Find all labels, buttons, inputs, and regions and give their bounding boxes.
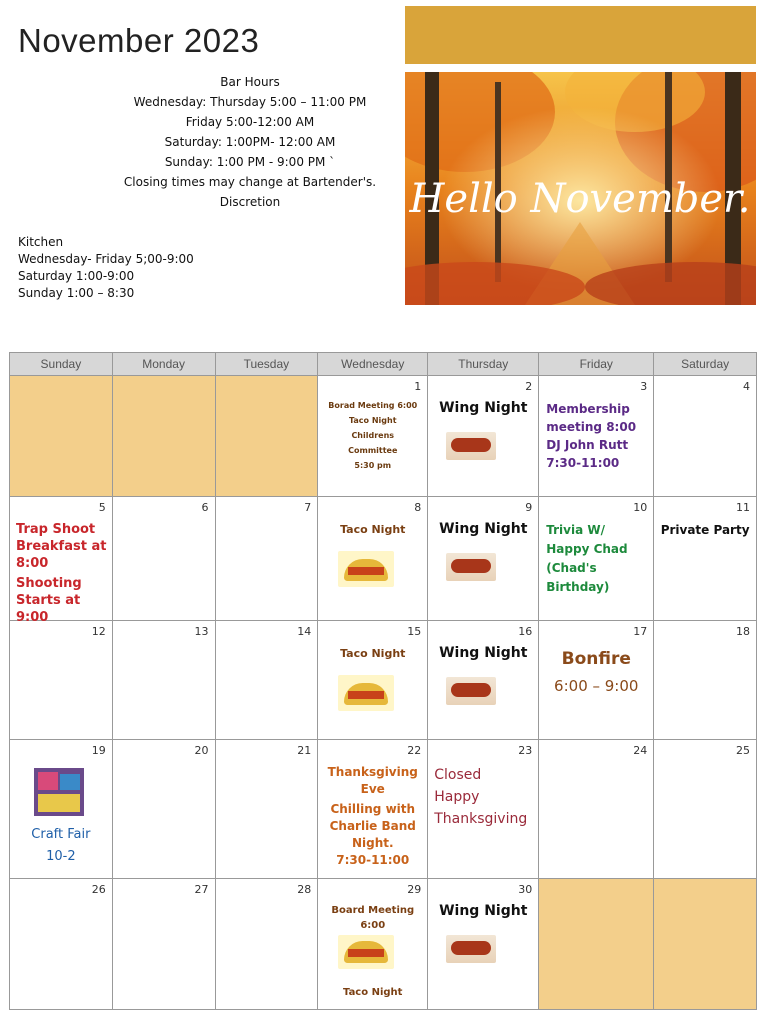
day-cell-1[interactable] bbox=[318, 376, 428, 497]
event-line: Childrens bbox=[351, 431, 395, 440]
day-number: 3 bbox=[640, 380, 648, 393]
bar-hours-line: Saturday: 1:00PM- 12:00 AM bbox=[164, 135, 336, 149]
chicken-wings-photo bbox=[446, 935, 496, 963]
event-line: DJ John Rutt bbox=[546, 438, 629, 452]
bar-hours-line: Closing times may change at Bartender's. bbox=[123, 175, 377, 189]
event-line: Charlie Band bbox=[329, 819, 416, 833]
day-cell-28[interactable] bbox=[215, 879, 318, 1010]
day-cell-11[interactable] bbox=[654, 497, 757, 621]
event-line: Trap Shoot bbox=[16, 522, 96, 537]
event-line: Membership bbox=[546, 402, 630, 416]
craft-fair-event bbox=[10, 824, 112, 868]
day-number: 25 bbox=[736, 744, 750, 757]
event-line: Happy bbox=[434, 789, 480, 805]
day-cell-5[interactable] bbox=[10, 497, 113, 625]
event-line: Eve bbox=[360, 782, 385, 796]
empty-day-cell bbox=[215, 376, 318, 497]
event-line: (Chad's bbox=[546, 561, 597, 575]
weekday-header: Sunday bbox=[10, 353, 113, 376]
page-title: November 2023 bbox=[18, 22, 260, 59]
taco-night-label: Taco Night bbox=[340, 647, 406, 660]
bar-hours-line: Wednesday: Thursday 5:00 – 11:00 PM bbox=[133, 95, 367, 109]
event-line: meeting 8:00 bbox=[546, 420, 637, 434]
day-cell-21[interactable] bbox=[215, 740, 318, 879]
day-number: 4 bbox=[743, 380, 750, 393]
calendar-grid bbox=[9, 352, 757, 1010]
day-cell-23[interactable] bbox=[428, 740, 539, 879]
event-line: 5:30 pm bbox=[354, 461, 392, 470]
chicken-wings-photo bbox=[446, 432, 496, 460]
event-line: Taco Night bbox=[348, 416, 397, 425]
bonfire-time: 6:00 – 9:00 bbox=[554, 677, 639, 695]
day-number: 13 bbox=[194, 625, 209, 638]
day-3-events bbox=[546, 400, 653, 472]
day-number: 19 bbox=[91, 744, 106, 757]
day-number: 21 bbox=[297, 744, 312, 757]
day-number: 16 bbox=[518, 625, 533, 638]
empty-day-cell bbox=[10, 376, 113, 497]
event-line: 7:30-11:00 bbox=[546, 456, 620, 470]
day-cell-10[interactable] bbox=[539, 497, 654, 621]
day-cell-27[interactable] bbox=[112, 879, 215, 1010]
bonfire-label: Bonfire bbox=[561, 649, 631, 669]
day-number: 18 bbox=[736, 625, 750, 638]
weekday-header: Monday bbox=[112, 353, 215, 376]
day-1-events bbox=[318, 398, 427, 473]
craft-fair-photo bbox=[34, 768, 84, 816]
empty-day-cell bbox=[539, 879, 654, 1010]
day-cell-18[interactable] bbox=[654, 621, 757, 740]
weekday-header: Saturday bbox=[654, 353, 757, 376]
day-10-events bbox=[546, 521, 653, 597]
event-line: Starts at 9:00 bbox=[16, 593, 81, 625]
event-line: Night. bbox=[351, 836, 394, 850]
day-cell-22[interactable] bbox=[318, 740, 428, 879]
day-23-events bbox=[434, 764, 538, 830]
day-cell-25[interactable] bbox=[654, 740, 757, 879]
day-cell-17[interactable] bbox=[539, 621, 654, 740]
day-number: 26 bbox=[91, 883, 106, 896]
banner-text: Hello November. bbox=[409, 176, 751, 222]
day-cell-2[interactable] bbox=[428, 376, 539, 497]
bar-hours-line: Friday 5:00-12:00 AM bbox=[185, 115, 315, 129]
day-cell-4[interactable] bbox=[654, 376, 757, 497]
taco-photo bbox=[338, 551, 394, 587]
wing-night-label: Wing Night bbox=[439, 645, 528, 661]
day-22-events bbox=[318, 764, 427, 869]
day-number: 29 bbox=[407, 883, 422, 896]
autumn-forest-photo bbox=[405, 72, 756, 305]
kitchen-line: Saturday 1:00-9:00 bbox=[18, 269, 135, 283]
board-meeting-event bbox=[318, 903, 427, 933]
kitchen-line: Sunday 1:00 – 8:30 bbox=[18, 286, 135, 300]
day-number: 12 bbox=[91, 625, 106, 638]
day-cell-3[interactable] bbox=[539, 376, 654, 497]
day-cell-20[interactable] bbox=[112, 740, 215, 879]
day-number: 27 bbox=[194, 883, 209, 896]
event-line: 6:00 bbox=[360, 920, 386, 931]
event-line: 7:30-11:00 bbox=[336, 853, 410, 867]
day-cell-9[interactable] bbox=[428, 497, 539, 621]
bar-hours-line: Discretion bbox=[219, 195, 281, 209]
kitchen-heading: Kitchen bbox=[18, 235, 64, 249]
day-number: 11 bbox=[736, 501, 750, 514]
event-line: Thanksgiving bbox=[434, 811, 528, 827]
event-line: Craft Fair bbox=[31, 827, 91, 842]
day-number: 10 bbox=[633, 501, 648, 514]
event-line: Borad Meeting 6:00 bbox=[328, 401, 418, 410]
day-cell-30[interactable] bbox=[428, 879, 539, 1010]
weekday-header: Friday bbox=[539, 353, 654, 376]
day-number: 17 bbox=[633, 625, 648, 638]
day-number: 24 bbox=[633, 744, 648, 757]
chicken-wings-photo bbox=[446, 553, 496, 581]
day-number: 9 bbox=[525, 501, 533, 514]
day-number: 1 bbox=[414, 380, 422, 393]
day-cell-26[interactable] bbox=[10, 879, 113, 1010]
day-number: 8 bbox=[414, 501, 422, 514]
event-line: 10-2 bbox=[46, 849, 76, 864]
weekday-header: Wednesday bbox=[318, 353, 428, 376]
day-cell-6[interactable] bbox=[112, 497, 215, 621]
event-line: Board Meeting bbox=[331, 905, 415, 916]
taco-night-label: Taco Night bbox=[343, 987, 403, 998]
day-number: 23 bbox=[518, 744, 533, 757]
day-number: 15 bbox=[407, 625, 422, 638]
private-party-label: Private Party bbox=[660, 523, 750, 537]
event-line: Committee bbox=[348, 446, 398, 455]
chicken-wings-photo bbox=[446, 677, 496, 705]
event-line: 8:00 bbox=[16, 556, 49, 571]
day-cell-13[interactable] bbox=[112, 621, 215, 740]
day-5-events bbox=[16, 521, 112, 626]
day-number: 28 bbox=[297, 883, 312, 896]
bar-hours-heading: Bar Hours bbox=[220, 75, 280, 89]
bar-hours-line: Sunday: 1:00 PM - 9:00 PM ` bbox=[164, 155, 336, 169]
event-line: Closed bbox=[434, 767, 482, 783]
day-cell-7[interactable] bbox=[215, 497, 318, 621]
day-number: 22 bbox=[407, 744, 422, 757]
taco-photo bbox=[338, 935, 394, 969]
wing-night-label: Wing Night bbox=[439, 903, 528, 919]
gold-banner-bar bbox=[405, 6, 756, 64]
day-cell-24[interactable] bbox=[539, 740, 654, 879]
day-cell-16[interactable] bbox=[428, 621, 539, 740]
wing-night-label: Wing Night bbox=[439, 400, 528, 416]
day-number: 2 bbox=[525, 380, 533, 393]
day-number: 5 bbox=[98, 501, 106, 514]
event-line: Happy Chad bbox=[546, 542, 628, 556]
day-number: 30 bbox=[518, 883, 533, 896]
event-line: Thanksgiving bbox=[327, 765, 418, 779]
day-number: 7 bbox=[304, 501, 312, 514]
day-cell-8[interactable] bbox=[318, 497, 428, 621]
day-number: 6 bbox=[201, 501, 209, 514]
wing-night-label: Wing Night bbox=[439, 521, 528, 537]
event-line: Breakfast at bbox=[16, 539, 107, 554]
weekday-header: Thursday bbox=[428, 353, 539, 376]
day-cell-29[interactable] bbox=[318, 879, 428, 1010]
kitchen-line: Wednesday- Friday 5;00-9:00 bbox=[18, 252, 194, 266]
day-number: 20 bbox=[194, 744, 209, 757]
event-line: Shooting bbox=[16, 576, 82, 591]
bar-hours bbox=[60, 72, 440, 212]
empty-day-cell bbox=[112, 376, 215, 497]
day-cell-19[interactable] bbox=[10, 740, 113, 879]
day-cell-12[interactable] bbox=[10, 621, 113, 740]
day-cell-15[interactable] bbox=[318, 621, 428, 740]
event-line: Chilling with bbox=[330, 802, 416, 816]
day-number: 14 bbox=[297, 625, 312, 638]
taco-night-label: Taco Night bbox=[340, 523, 406, 536]
taco-photo bbox=[338, 675, 394, 711]
weekday-header: Tuesday bbox=[215, 353, 318, 376]
day-cell-14[interactable] bbox=[215, 621, 318, 740]
kitchen-hours bbox=[18, 234, 194, 302]
event-line: Trivia W/ bbox=[546, 523, 605, 537]
event-line: Birthday) bbox=[546, 580, 610, 594]
empty-day-cell bbox=[654, 879, 757, 1010]
